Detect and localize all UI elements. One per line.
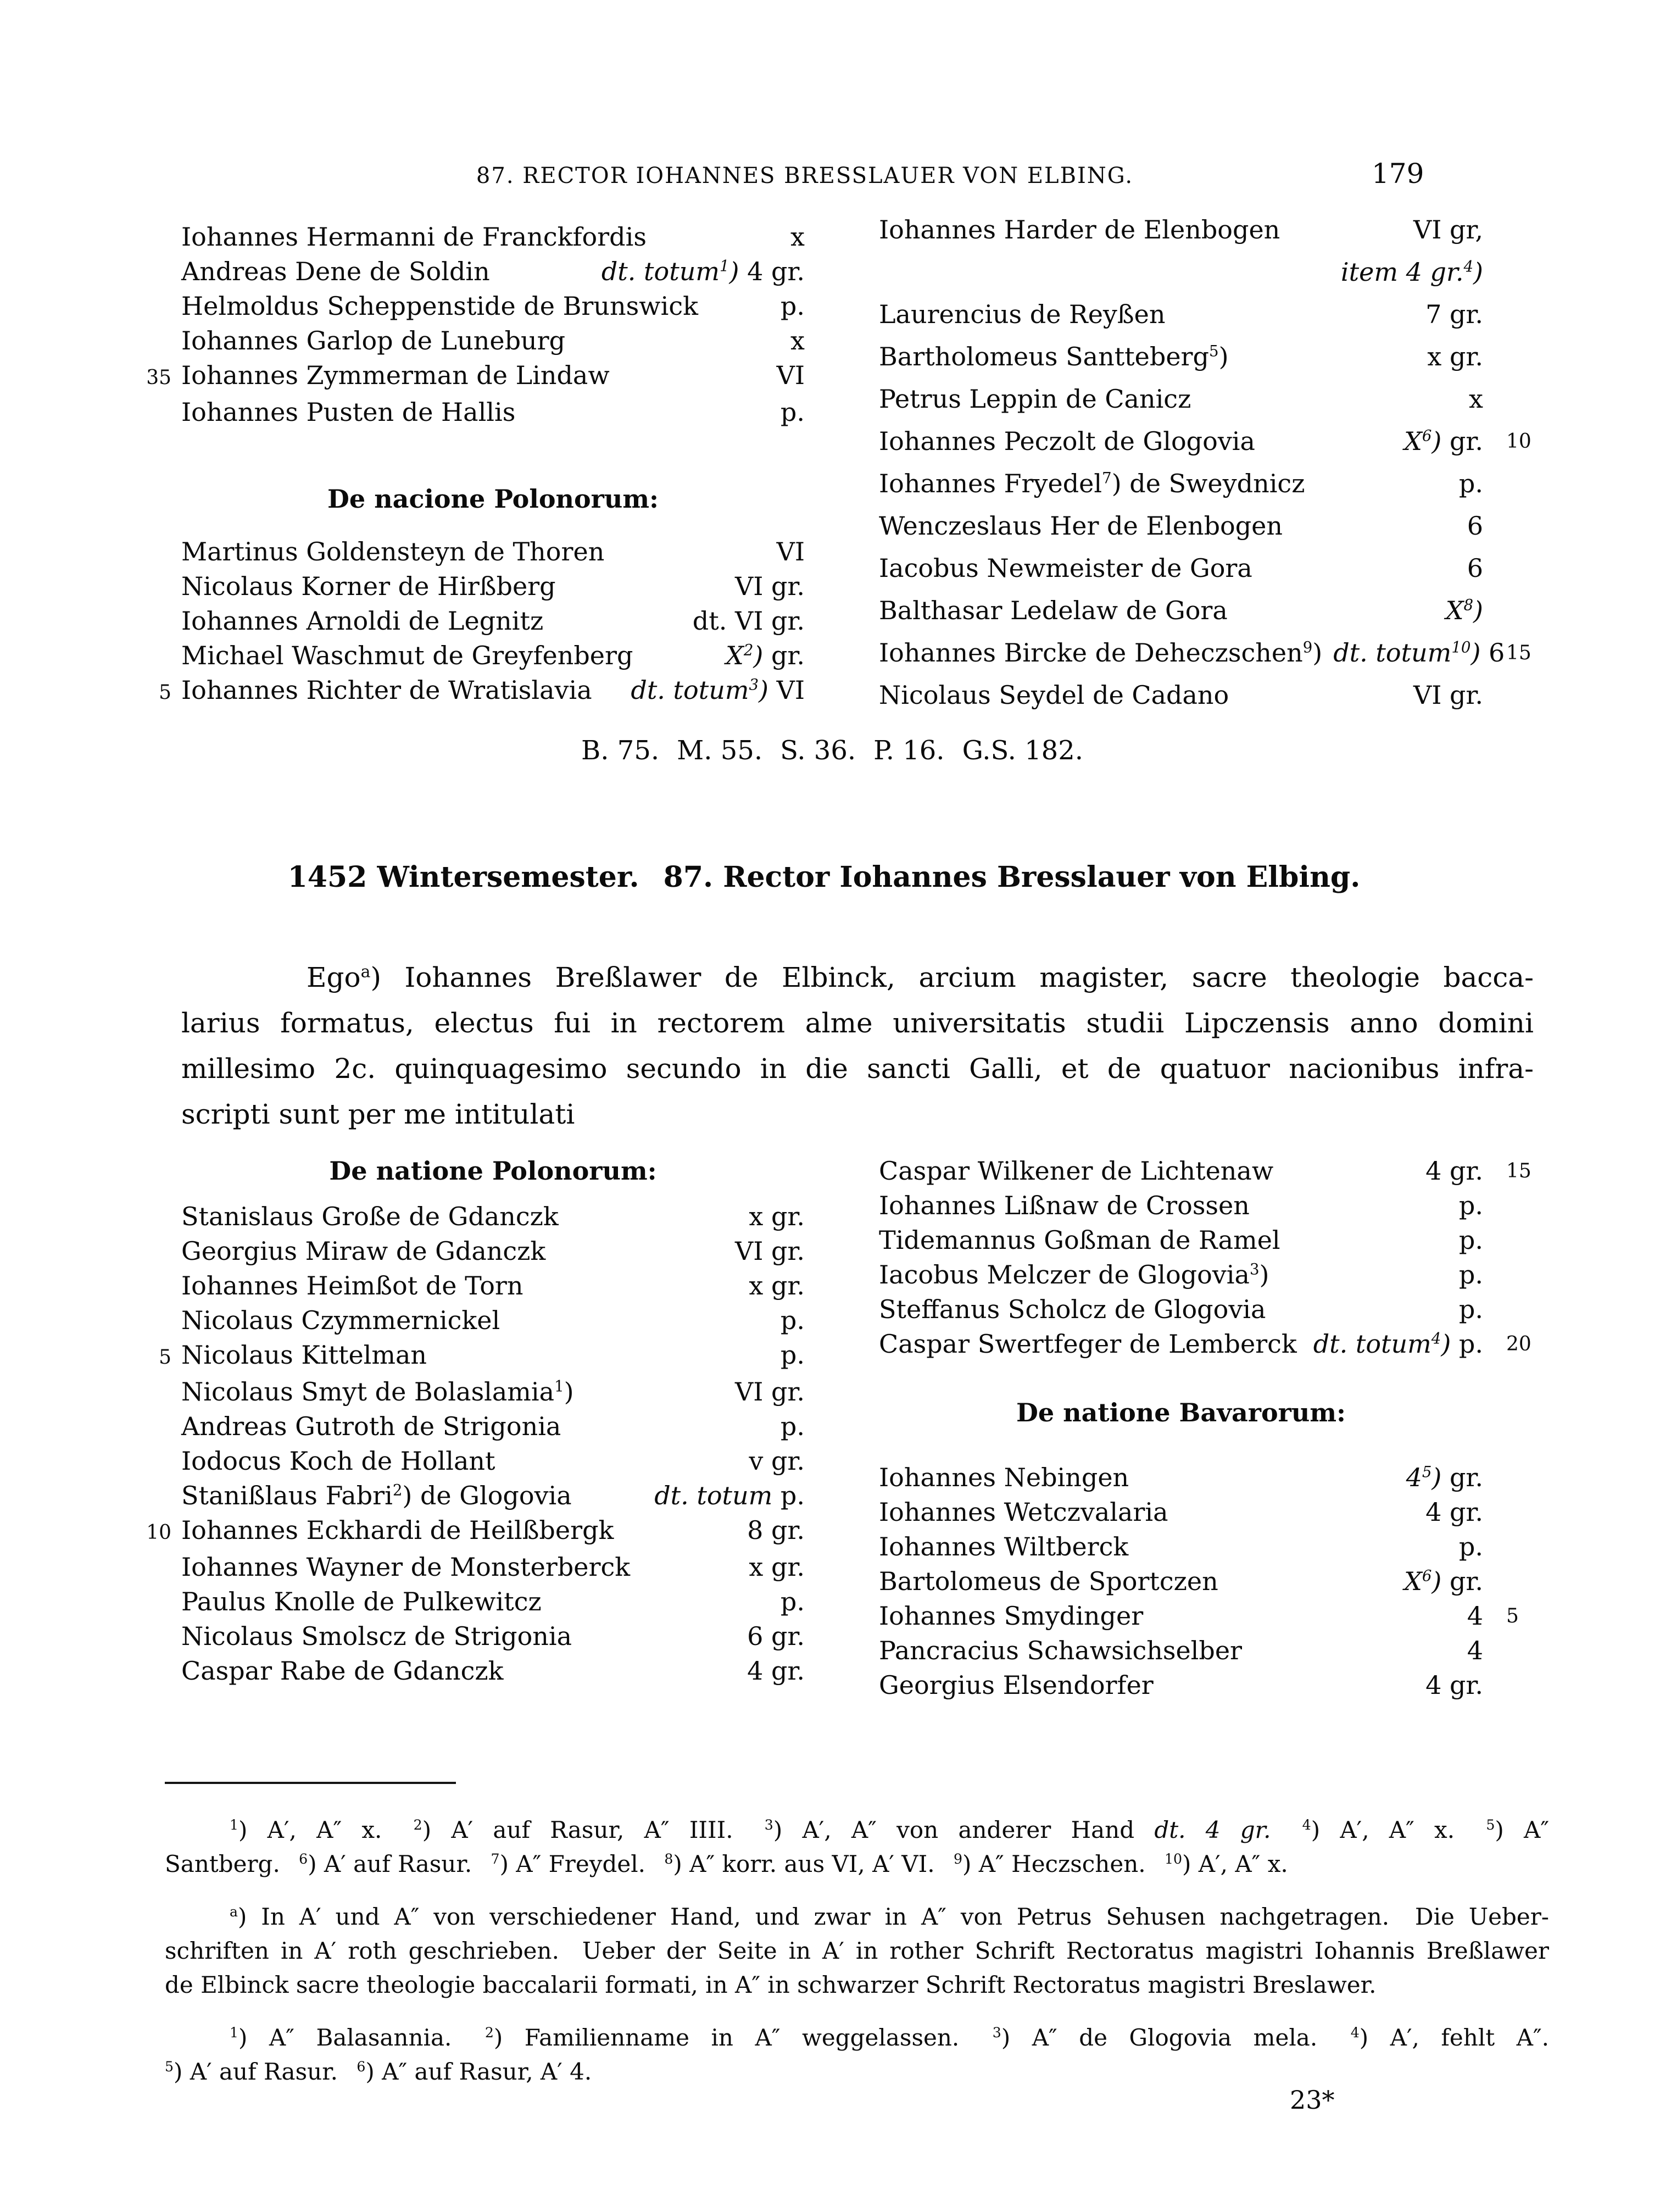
payment-note: p. xyxy=(780,291,805,321)
margin-line-number: 10 xyxy=(1506,430,1531,453)
payment-note: p. xyxy=(780,1340,805,1370)
nation-subheading: De nacione Polonorum: xyxy=(327,484,659,514)
student-name: Iohannes Arnoldi de Legnitz xyxy=(181,606,544,636)
page-number: 179 xyxy=(1372,158,1424,190)
register-row xyxy=(879,1327,1531,1361)
student-name: Paulus Knolle de Pulkewitcz xyxy=(181,1587,542,1616)
student-name: Iodocus Koch de Hollant xyxy=(181,1446,495,1476)
payment-note: v gr. xyxy=(749,1446,805,1476)
footnote-line: $^1$) A″ Balasannia. $^2$) Familienname in A″ weggelassen. $^3$) A″ de Glogovia mela. $^4$) A′, fehlt A″. xyxy=(230,2024,1549,2051)
register-row xyxy=(879,1460,1483,1495)
student-name: Stanißlaus Fabri$^2$) de Glogovia xyxy=(181,1481,572,1510)
summary-tally xyxy=(181,735,1483,766)
register-row xyxy=(137,358,805,395)
register-row xyxy=(137,1513,805,1550)
register-row xyxy=(137,1199,805,1234)
paragraph-line: scripti sunt per me intitulati xyxy=(181,1098,575,1130)
register-rows xyxy=(137,1199,805,1688)
footnote-line: $^a$) In A′ und A″ von verschiedener Hand, und zwar in A″ von Petrus Sehusen nachgetragen. Die Ueber- xyxy=(230,1903,1549,1930)
payment-note: item 4 gr.$^4$) xyxy=(1340,257,1483,287)
payment-note: $4^5$) gr. xyxy=(1406,1463,1483,1492)
payment-note: p. xyxy=(780,397,805,427)
footnote-line: de Elbinck sacre theologie baccalarii formati, in A″ in schwarzer Schrift Rectoratus magistri Breslawer. xyxy=(165,1971,1377,1998)
payment-note: p. xyxy=(780,1587,805,1616)
paragraph-line: Ego$^a$) Iohannes Breßlawer de Elbinck, arcium magister, sacre theologie bacca- xyxy=(307,962,1534,993)
student-name: Iohannes Heimßot de Torn xyxy=(181,1271,523,1300)
register-row xyxy=(879,1188,1483,1223)
register-row xyxy=(879,505,1483,547)
student-name: Georgius Miraw de Gdanczk xyxy=(181,1236,546,1266)
student-name: Iohannes Fryedel$^7$) de Sweydnicz xyxy=(879,469,1305,498)
student-name: Iohannes Garlop de Luneburg xyxy=(181,326,566,355)
payment-note: $X^2$) gr. xyxy=(726,641,805,670)
student-name: Iohannes Wetczvalaria xyxy=(879,1497,1168,1527)
margin-line-number: 15 xyxy=(1506,1160,1531,1182)
register-row xyxy=(879,336,1483,378)
running-header: 87. RECTOR IOHANNES BRESSLAUER VON ELBING. xyxy=(476,163,1134,188)
student-name: Iohannes Bircke de Deheczschen$^9$) xyxy=(879,638,1323,668)
student-name: Balthasar Ledelaw de Gora xyxy=(879,596,1228,625)
tally-part: B. 75. xyxy=(581,735,660,766)
register-row xyxy=(879,463,1483,505)
footnotes xyxy=(165,1813,1549,2108)
footnote-line: schriften in A′ roth geschrieben. Ueber der Seite in A′ in rother Schrift Rectoratus magistri Iohannis Breßlawer xyxy=(165,1937,1549,1964)
margin-line-number: 20 xyxy=(1506,1333,1531,1355)
student-name: Iohannes Richter de Wratislavia xyxy=(181,675,592,705)
register-row xyxy=(879,1258,1483,1292)
student-name: Georgius Elsendorfer xyxy=(879,1670,1154,1700)
register-row xyxy=(137,604,805,638)
payment-note: p. xyxy=(1458,1191,1483,1220)
payment-note: VI xyxy=(776,537,805,566)
payment-note: p. xyxy=(1458,1260,1483,1290)
student-name: Iacobus Melczer de Glogovia$^3$) xyxy=(879,1260,1269,1290)
payment-note: 6 xyxy=(1467,511,1483,541)
nation-subheading: De natione Polonorum: xyxy=(329,1156,657,1186)
footnote-block xyxy=(165,1900,1549,2002)
student-name: Nicolaus Czymmernickel xyxy=(181,1305,500,1335)
student-name: Iohannes Eckhardi de Heilßbergk xyxy=(181,1515,614,1545)
margin-line-number: 5 xyxy=(1506,1605,1519,1627)
register-row xyxy=(137,1550,805,1585)
student-name: Iohannes Harder de Elenbogen xyxy=(879,215,1280,244)
register-rows xyxy=(879,1460,1519,1703)
student-name: Pancracius Schawsichselber xyxy=(879,1636,1243,1665)
student-name: Nicolaus Seydel de Cadano xyxy=(879,680,1229,710)
payment-note: $X^8$) xyxy=(1445,596,1483,625)
payment-note: 4 xyxy=(1467,1636,1483,1665)
top-left-column xyxy=(137,220,805,710)
register-row xyxy=(879,209,1483,251)
top-right-column xyxy=(879,209,1531,716)
student-name: Nicolaus Smyt de Bolaslamia$^1$) xyxy=(181,1377,574,1407)
payment-note: x gr. xyxy=(1427,342,1483,371)
register-row xyxy=(137,289,805,324)
register-row xyxy=(879,378,1483,420)
student-name: Bartholomeus Santteberg$^5$) xyxy=(879,342,1229,371)
register-row xyxy=(137,638,805,673)
payment-note: VI gr, xyxy=(1413,215,1483,244)
register-rows xyxy=(137,220,805,430)
footnote-line: $^5$) A′ auf Rasur. $^6$) A″ auf Rasur, A′ 4. xyxy=(165,2058,592,2085)
register-row xyxy=(879,632,1531,674)
payment-note: x xyxy=(790,326,805,355)
payment-note: p. xyxy=(1458,1294,1483,1324)
student-name: Michael Waschmut de Greyfenberg xyxy=(181,641,633,670)
payment-note: VI xyxy=(776,360,805,390)
payment-note: dt. totum p. xyxy=(654,1481,805,1510)
student-name: Nicolaus Kittelman xyxy=(181,1340,427,1370)
register-row xyxy=(137,569,805,604)
payment-note: dt. totum$^1$) 4 gr. xyxy=(601,257,805,286)
section-heading: 1452 Wintersemester. 87. Rector Iohannes Bresslauer von Elbing. xyxy=(287,860,1361,894)
payment-note: 8 gr. xyxy=(747,1515,805,1545)
register-row xyxy=(137,254,805,289)
register-rows xyxy=(137,535,805,710)
payment-note: dt. totum$^{10}$) 6 xyxy=(1333,638,1505,668)
student-name: Iohannes Pusten de Hallis xyxy=(181,397,516,427)
register-row xyxy=(879,1564,1483,1599)
margin-line-number: 15 xyxy=(1506,642,1531,664)
payment-note: $X^6$) gr. xyxy=(1404,1566,1483,1596)
register-row xyxy=(879,1154,1531,1188)
student-name: Iohannes Zymmerman de Lindaw xyxy=(181,360,610,390)
student-name: Nicolaus Smolscz de Strigonia xyxy=(181,1621,572,1651)
student-name: Iacobus Newmeister de Gora xyxy=(879,553,1252,583)
student-name: Martinus Goldensteyn de Thoren xyxy=(181,537,605,566)
student-name: Laurencius de Reyßen xyxy=(879,299,1166,329)
margin-line-number: 35 xyxy=(146,366,171,389)
intro-paragraph xyxy=(181,955,1534,1137)
register-rows xyxy=(879,1154,1531,1361)
register-row xyxy=(879,674,1483,716)
register-row xyxy=(137,1654,805,1688)
student-name: Petrus Leppin de Canicz xyxy=(879,384,1191,414)
student-name: Andreas Gutroth de Strigonia xyxy=(181,1411,561,1441)
register-row xyxy=(879,420,1531,463)
student-name: Iohannes Smydinger xyxy=(879,1601,1144,1631)
student-name: Tidemannus Goßman de Ramel xyxy=(879,1225,1280,1255)
register-row xyxy=(137,1619,805,1654)
payment-note: p. xyxy=(1458,1225,1483,1255)
register-row xyxy=(879,1530,1483,1564)
student-name: Iohannes Wiltberck xyxy=(879,1532,1129,1561)
register-row xyxy=(137,1444,805,1479)
payment-note: 6 gr. xyxy=(747,1621,805,1651)
register-row xyxy=(137,1479,805,1513)
payment-note: x xyxy=(1469,384,1483,414)
student-name: Helmoldus Scheppenstide de Brunswick xyxy=(181,291,699,321)
register-row xyxy=(137,1303,805,1338)
margin-line-number: 5 xyxy=(159,681,171,704)
student-name: Caspar Wilkener de Lichtenaw xyxy=(879,1156,1274,1186)
paragraph-line: millesimo 2c. quinquagesimo secundo in die sancti Galli, et de quatuor nacionibus infra- xyxy=(181,1053,1534,1085)
tally-part: P. 16. xyxy=(873,735,945,766)
payment-note: dt. VI gr. xyxy=(692,606,805,636)
student-name: Iohannes Peczolt de Glogovia xyxy=(879,426,1255,456)
payment-note: VI gr. xyxy=(734,1236,805,1266)
payment-note: 4 gr. xyxy=(1425,1156,1483,1186)
payment-note: VI gr. xyxy=(734,571,805,601)
student-name: Iohannes Hermanni de Franckfordis xyxy=(181,222,647,252)
payment-note: x xyxy=(790,222,805,252)
payment-note: VI gr. xyxy=(1413,680,1483,710)
payment-note: p. xyxy=(780,1305,805,1335)
student-name: Iohannes Nebingen xyxy=(879,1463,1129,1492)
payment-note: x gr. xyxy=(749,1271,805,1300)
register-row xyxy=(879,1668,1483,1703)
student-name: Wenczeslaus Her de Elenbogen xyxy=(879,511,1283,541)
payment-note: 4 gr. xyxy=(1425,1670,1483,1700)
register-row xyxy=(137,395,805,430)
payment-note: dt. totum$^3$) VI xyxy=(631,675,805,705)
register-row xyxy=(879,1633,1483,1668)
student-name: Nicolaus Korner de Hirßberg xyxy=(181,571,556,601)
register-row xyxy=(879,1495,1483,1530)
payment-note: 4 gr. xyxy=(747,1656,805,1686)
register-row xyxy=(137,220,805,254)
nation-subheading: De natione Bavarorum: xyxy=(1016,1398,1346,1427)
payment-note: 4 gr. xyxy=(1425,1497,1483,1527)
student-name: Caspar Swertfeger de Lemberck xyxy=(879,1329,1297,1359)
student-name: Caspar Rabe de Gdanczk xyxy=(181,1656,504,1686)
lower-right-column xyxy=(879,1154,1531,1703)
register-row xyxy=(137,1338,805,1375)
tally-part: M. 55. xyxy=(677,735,763,766)
lower-left-column xyxy=(137,1154,805,1688)
payment-note: x gr. xyxy=(749,1202,805,1231)
footnote-block xyxy=(165,1813,1549,1881)
footnote-block xyxy=(165,2021,1549,2089)
signature-mark: 23* xyxy=(1290,2085,1335,2115)
payment-note: p. xyxy=(1458,1532,1483,1561)
register-rows xyxy=(879,209,1531,716)
payment-note: dt. totum$^4$) p. xyxy=(1313,1329,1483,1359)
tally-part: G.S. 182. xyxy=(962,735,1084,766)
tally-part: S. 36. xyxy=(780,735,856,766)
student-name: Bartolomeus de Sportczen xyxy=(879,1566,1218,1596)
footnote-separator-rule xyxy=(165,1782,456,1784)
student-name: Steffanus Scholcz de Glogovia xyxy=(879,1294,1266,1324)
register-row xyxy=(137,673,805,710)
payment-note: p. xyxy=(1458,469,1483,498)
register-row xyxy=(879,590,1483,632)
register-row xyxy=(879,1599,1519,1633)
register-row xyxy=(137,1409,805,1444)
student-name: Iohannes Lißnaw de Crossen xyxy=(879,1191,1250,1220)
payment-note: $X^6$) gr. xyxy=(1404,426,1483,456)
payment-note: 4 xyxy=(1467,1601,1483,1631)
register-row xyxy=(879,1292,1483,1327)
student-name: Iohannes Wayner de Monsterberck xyxy=(181,1552,631,1582)
margin-line-number: 5 xyxy=(159,1346,171,1369)
footnote-line: $^1$) A′, A″ x. $^2$) A′ auf Rasur, A″ IIII. $^3$) A′, A″ von anderer Hand dt. 4 gr. $^4$) A′, A″ x. $^5$) A″ xyxy=(230,1816,1550,1843)
margin-line-number: 10 xyxy=(146,1521,171,1544)
payment-note: p. xyxy=(780,1411,805,1441)
paragraph-line: larius formatus, electus fui in rectorem alme universitatis studii Lipczensis anno domini xyxy=(181,1007,1534,1039)
student-name: Stanislaus Große de Gdanczk xyxy=(181,1202,559,1231)
payment-note: 7 gr. xyxy=(1425,299,1483,329)
payment-note: VI gr. xyxy=(734,1377,805,1407)
register-row xyxy=(137,1234,805,1269)
register-row xyxy=(879,1223,1483,1258)
student-name: Andreas Dene de Soldin xyxy=(181,257,490,286)
register-row xyxy=(137,1269,805,1303)
footnote-line: Santberg. $^6$) A′ auf Rasur. $^7$) A″ Freydel. $^8$) A″ korr. aus VI, A′ VI. $^9$) A″ Heczschen. $^{10}$) A′, A″ x. xyxy=(165,1850,1288,1877)
register-row xyxy=(137,535,805,569)
register-row xyxy=(879,293,1483,336)
register-row xyxy=(137,324,805,358)
payment-note: 6 xyxy=(1467,553,1483,583)
register-row xyxy=(137,1585,805,1619)
register-row xyxy=(879,251,1483,293)
register-row xyxy=(137,1375,805,1409)
register-row xyxy=(879,547,1483,590)
payment-note: x gr. xyxy=(749,1552,805,1582)
